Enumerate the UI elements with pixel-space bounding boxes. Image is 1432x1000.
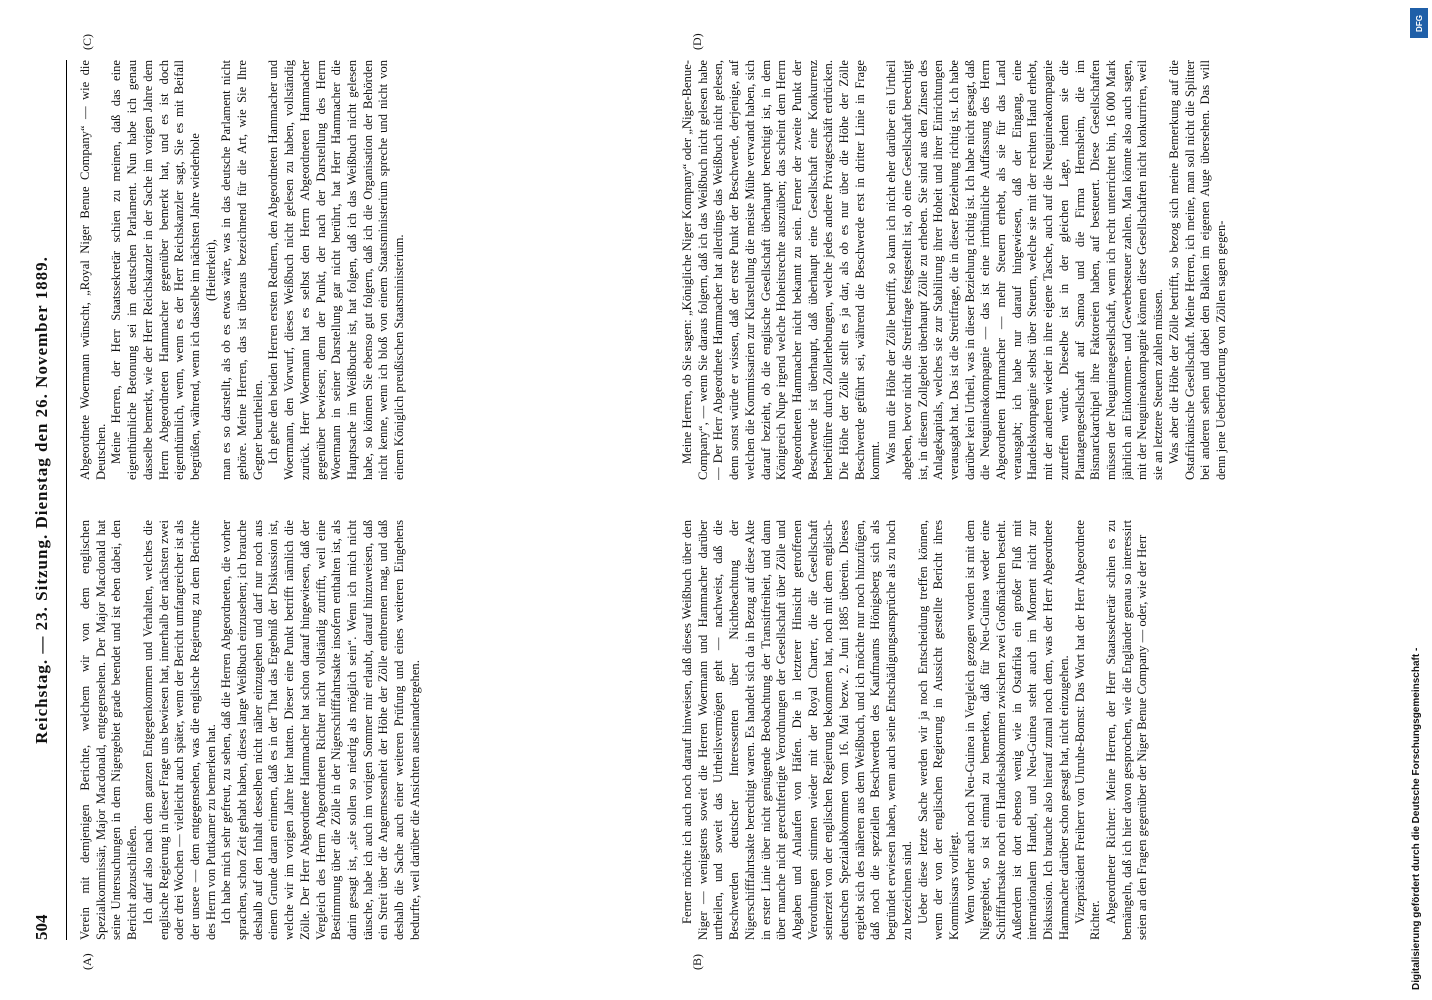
page-number: 504 <box>32 914 51 940</box>
paragraph: Abgeordnete Woermann wünscht, „Royal Niger Benue Company“ — wie die Deutschen. <box>78 60 108 480</box>
margin-marker-d: (D) <box>690 33 704 50</box>
margin-marker-a: (A) <box>80 953 94 970</box>
paragraph: Wenn vorher auch noch Neu-Guinea in Vergleich gezogen worden ist mit dem Nigergebiet, so ist einmal zu bemerken, daß für Neu-Guinea weder eine Schifffahrtsakte noch ein Handelsabkommen zwischen zwei Großmächten besteht. Außerdem ist dort ebenso wenig wie in Ostafrika ein großer Fluß mit internationalem Handel, und Neu-Guinea steht auch im Moment nicht zur Diskussion. Ich brauche also hierauf zumal noch dem, was der Herr Abgeordnete Hammacher darüber schon gesagt hat, nicht einzugehen. <box>962 520 1071 940</box>
column-right-top <box>78 60 638 480</box>
paragraph: man es so darstellt, als ob es etwas wäre, was in das deutsche Parlament nicht gehöre. Meine Herren, das ist überaus bezeichnend für die Art, wie Sie Ihre Gegner beurtheilen. <box>219 60 265 480</box>
interjection: (Heiterkeit), <box>203 239 218 301</box>
margin-marker-c: (C) <box>80 34 94 50</box>
paragraph: Meine Herren, ob Sie sagen: „Königliche Niger Kompany“ oder „Niger-Benue-Company“, — wenn Sie daraus folgern, daß ich das Weißbuch nicht gelesen habe — Der Herr Abgeordnete Hammacher hat allerdings das Weißbuch nicht gelesen, denn sonst würde er wissen, daß der erste Punkt der Beschwerde, derjenige, auf welchen die Kommissarien zur Klarstellung die meiste Mühe verwandt haben, sich darauf bezieht, ob die englische Gesellschaft überhaupt berechtigt ist, in dem Königreich Nupe irgend welche Hoheitsrechte auszuüben; das scheint dem Herrn Abgeordneten Hammacher nicht bekannt zu sein. Ferner der zweite Punkt der Beschwerde ist überhaupt, daß überhaupt eine Gesellschaft eine Konkurrenz herbeiführe durch Zollerhebungen, welche jedes andere Privatgeschäft erdrücken. Die Höhe der Zölle stellt es ja dar, als ob es nur über die Höhe der Zölle Beschwerde geführt sei, während die Beschwerde erst in dritter Linie in Frage kommt. <box>680 60 883 480</box>
paragraph: Was aber die Höhe der Zölle betrifft, so bezog sich meine Bemerkung auf die Ostafrikanische Gesellschaft. Meine Herren, ich meine, man soll nicht die Splitter bei anderen sehen und dabei den Balken im eigenen Auge übersehen. Das will denn jene Ueberforderung von Zöllen sagen gegen- <box>1166 60 1228 480</box>
paragraph: Ueber diese letzte Sache werden wir ja noch Entscheidung treffen können, wenn der von der englischen Regierung in Aussicht gestellte Bericht ihres Kommissars vorliegt. <box>915 520 961 940</box>
column-left-bottom <box>680 520 1240 940</box>
digitization-credit <box>1408 0 1432 1000</box>
speaker-paragraph: Abgeordneter Richter: Meine Herren, der Herr Staatssekretär schien es zu bemängeln, daß ich hier davon gesprochen, wie die Engländer genau so interessirt seien an den Fragen gegenüber der Niger Benue Company — oder, wie der Herr <box>1103 520 1150 940</box>
column-right-bottom <box>680 60 1240 480</box>
column-left-top <box>78 520 638 940</box>
paragraph: Was nun die Höhe der Zölle betrifft, so kann ich nicht eher darüber ein Urtheil abgeben, bevor nicht die Streitfrage festgestellt ist, ob eine Gesellschaft berechtigt ist, in diesem Zollgebiet überhaupt Zölle zu erheben. Sie sind aus den Zinsen des Anlagekapitals, welches sie zur Stabilirung ihrer Hoheit und ihrer Einrichtungen verausgabt hat. Das ist die Streitfrage, die in dieser Beziehung richtig ist. Ich habe darüber kein Urtheil, was in dieser Beziehung richtig ist. Ich habe nicht gesagt, daß die Neuguineakompagnie — das ist eine irrthümliche Auffassung des Herrn Abgeordneten Hammacher — mehr Steuern erhebt, als sie für das Land verausgabt; ich habe nur darauf hingewiesen, daß der Eingang, eine Handelskompagnie selbst über Steuern, welche sie mit der rechten Hand erhebt, mit der anderen wieder in ihre eigene Tasche, auch auf die Neuguineakompagnie zutreffen würde. Dieselbe ist in der gleichen Lage, indem sie die Plantagengesellschaft auf Samoa und die Firma Hernsheim, die im Bismarckarchipel ihre Faktoreien haben, auf besteuert. Diese Gesellschaften müssen der Neuguineagesellschaft, wenn ich recht unterrichtet bin, 16 000 Mark jährlich an Einkommen- und Gewerbesteuer zahlen. Man könnte also auch sagen, mit der Neuguineakompagnie können diese Gesellschaften nicht konkurriren, weil sie an letztere Steuern zahlen müssen. <box>884 60 1166 480</box>
paragraph: Ferner möchte ich auch noch darauf hinweisen, daß dieses Weißbuch über den Niger — wenigstens soweit die Herren Woermann und Hammacher darüber urtheilen, und soweit das Urtheilsvermögen geht — nachweist, daß die Beschwerden deutscher Interessenten über Nichtbeachtung der Nigerschifffahrtsakte berechtigt waren. Es handelt sich da in Bezug auf diese Akte in erster Linie über nicht genügende Beobachtung der Transitfreiheit, und dann über manche nicht gerechtfertigte Verordnungen der Gesellschaft über Zölle und Abgaben und Anlaufen von Häfen. Die in letzterer Hinsicht getroffenen Verordnungen stimmen wieder mit der Royal Charter, die die Gesellschaft seinerzeit von der englischen Regierung bekommen hat, noch mit dem englisch-deutschen Spezialabkommen vom 16. Mai bezw. 2. Juni 1885 überein. Dieses ergiebt sich des näheren aus dem Weißbuch, und ich möchte nur noch hinzufügen, daß noch die speziellen Beschwerden des Kaufmanns Hönigsberg sich als begründet erwiesen haben, wenn auch seine Entschädigungsansprüche als zu hoch zu bezeichnen sind. <box>680 520 914 940</box>
paragraph: Ich darf also nach dem ganzen Entgegenkommen und Verhalten, welches die englische Regierung in dieser Frage uns bewiesen hat, innerhalb der nächsten zwei oder drei Wochen — vielleicht auch später, wenn der Bericht umfangreicher ist als der unsere — dem entgegensehen, was die englische Regierung zu dem Berichte des Herrn von Puttkamer zu bemerken hat. <box>140 520 218 940</box>
speaker-paragraph: Vizepräsident Freiherr von Unruhe-Bomst: Das Wort hat der Herr Abgeordnete Richter. <box>1072 520 1103 940</box>
paragraph: Ich habe mich sehr gefreut, zu sehen, daß die Herren Abgeordneten, die vorher sprachen, schon Zeit gehabt haben, dieses lange Weißbuch einzusehen; ich brauche deshalb auf den Inhalt desselben nicht näher einzugehen und darf nur noch aus einem Grunde daran erinnern, daß es in der That das Ergebniß der Diskussion ist, welche wir im vorigen Jahre hier hatten. Dieser eine Punkt betrifft nämlich die Zölle. Der Herr Abgeordnete Hammacher hat schon darauf hingewiesen, daß der Vergleich des Herrn Abgeordneten Richter nicht vollständig zutrifft, weil eine Bestimmung über die Zölle in der Nigerschifffahrtsakte insofern enthalten ist, als darin gesagt ist, „sie sollen so niedrig als möglich sein“. Wenn ich mich nicht täusche, habe ich auch im vorigen Sommer mir erlaubt, darauf hinzuweisen, daß ein Streit über die Angemessenheit der Höhe der Zölle entbrennen mag, und daß deshalb die Sache auch einer weiteren Prüfung und eines weiteren Eingehens bedurfte, weil darüber die Ansichten auseinandergehen. <box>219 520 422 940</box>
page-header <box>18 60 67 940</box>
margin-marker-b: (B) <box>690 954 704 970</box>
running-title: Reichstag. — 23. Sitzung. Dienstag den 26. November 1889. <box>32 256 51 744</box>
paragraph: Meine Herren, der Herr Staatssekretär schien zu meinen, daß das eine eigenthümliche Betonung sei im deutschen Parlament. Nun habe ich genau dasselbe bemerkt, wie der Herr Reichskanzler in der Sache im vorigen Jahre dem Herrn Abgeordneten Hammacher gegenüber bemerkt hat, und es ist doch eigenthümlich, wenn, wenn es der Herr Reichskanzler sagt, Sie es mit Beifall begrüßen, während, wenn ich dasselbe im nächsten Jahre wiederhole <box>109 60 202 480</box>
paragraph: Verein mit demjenigen Berichte, welchem wir von dem englischen Spezialkommissär, Major Macdonald, entgegensehen. Der Major Macdonald hat seine Untersuchungen in dem Nigergebiet grade beendet und ist eben dabei, den Bericht abzuschließen. <box>78 520 140 940</box>
dfg-logo-icon: DFG <box>1410 8 1428 38</box>
paragraph: Ich gehe den beiden Herren ersten Rednern, den Abgeordneten Hammacher und Woermann, den Vorwurf, dieses Weißbuch nicht gelesen zu haben, vollständig zurück. Herr Woermann hat es selbst den Herrn Abgeordneten Hammacher gegenüber bewiesen; denn der Punkt, der nach der Darstellung des Herrn Woermann in seiner Darstellung gar nicht berührt, hat Herr Hammacher die Hauptsache im Weißbuche ist, hat folgen, daß ich das Weißbuch nicht gelesen habe, so können Sie ebenso gut folgern, daß ich die Organisation der Behörden nicht kenne, wenn ich bloß von einem Staatsministerium spreche und nicht von einem Königlich preußischen Staatsministerium. <box>266 60 407 480</box>
credit-text: Digitalisierung gefördert durch die Deutsche Forschungsgemeinschaft - <box>1411 647 1422 990</box>
